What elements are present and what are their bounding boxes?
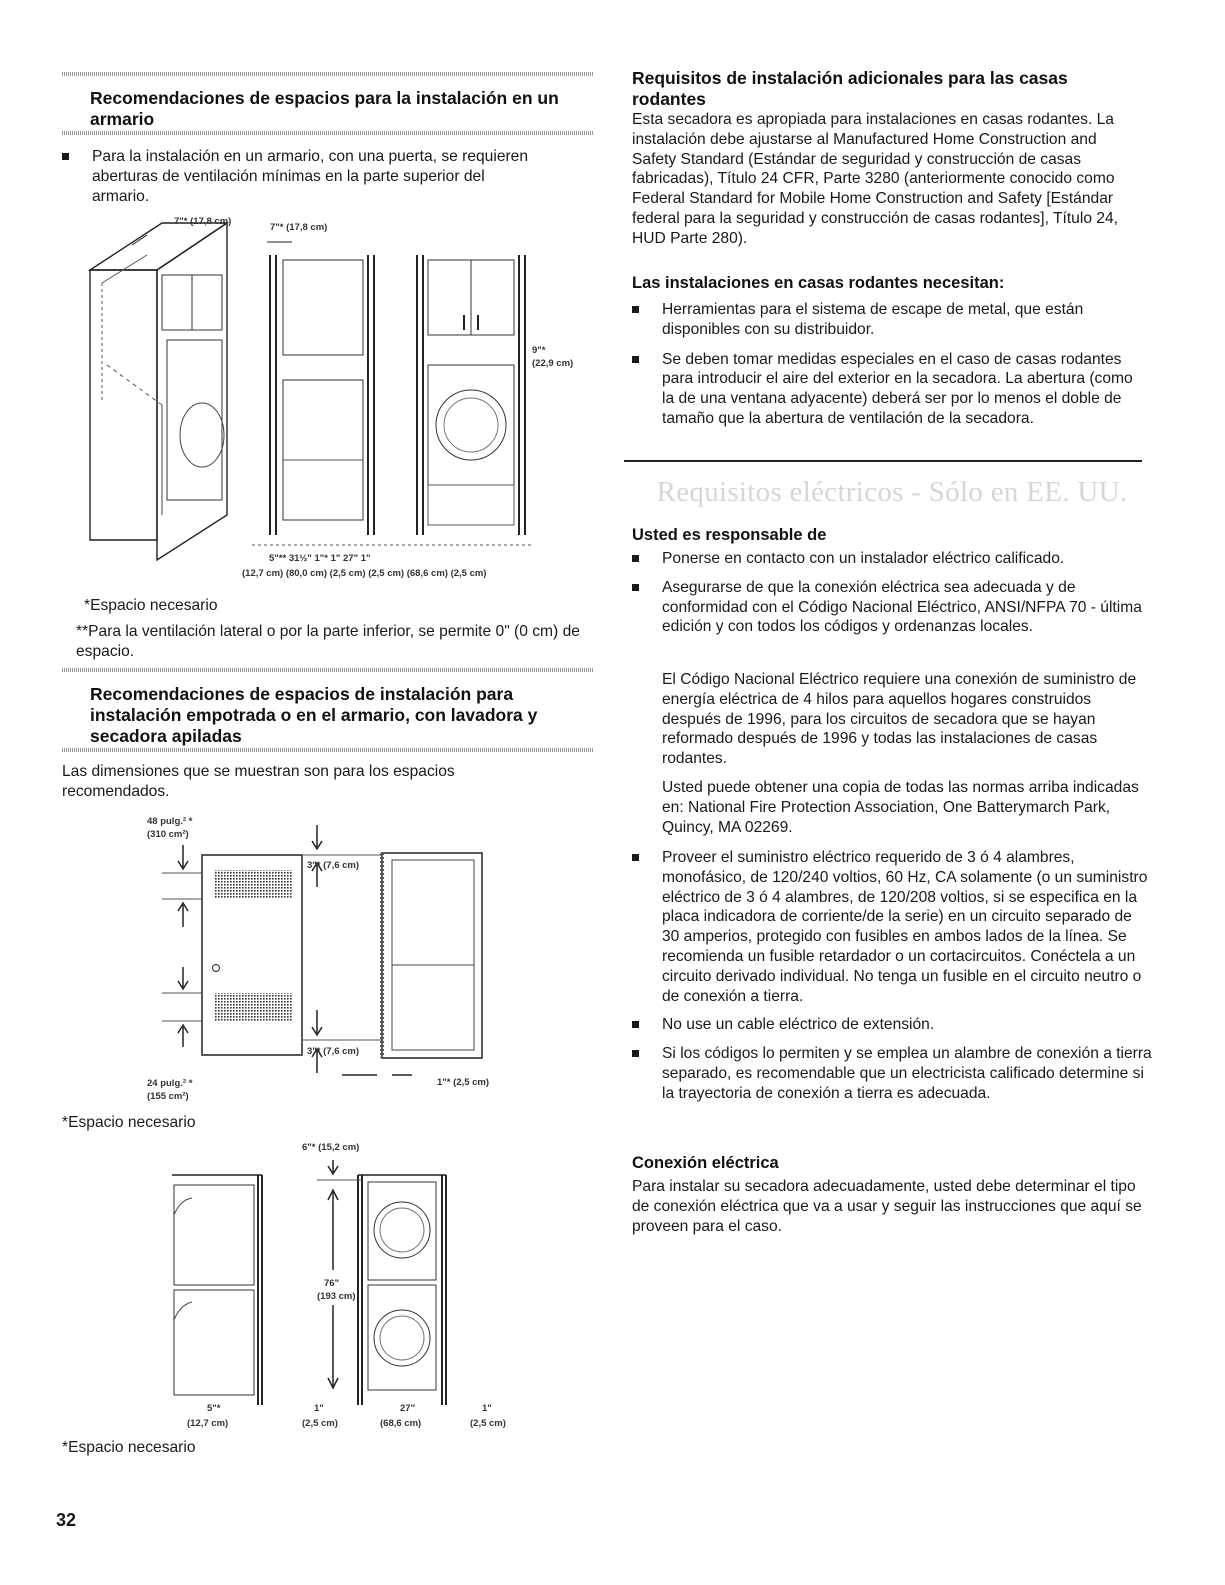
dimension-label: (12,7 cm) (80,0 cm) (2,5 cm) (2,5 cm) (68,6 cm) (2,5 cm)	[242, 568, 487, 579]
dimension-label: (68,6 cm)	[380, 1418, 422, 1429]
standards-paragraph: Usted puede obtener una copia de todas las normas arriba indicadas en: National Fire Protection Association, One Batterymarch Park, Quincy, MA 02269.	[662, 779, 1139, 836]
bullet-item: Proveer el suministro eléctrico requerido de 3 ó 4 alambres, monofásico, de 120/240 voltios, 60 Hz, CA solamente (o un suministro eléctrico de 3 ó 4 alambres, de 120/208 voltios, si se especifica en la placa indicadora de corriente/de la serie) en un circuito separado de 30 amperios, protegido con fusibles en ambos lados de la línea. Se recomienda un fusible retardador o un cortacircuitos. Conéctela a un circuito derivado individual. No tenga un fusible en el circuito neutro o de conexión a tierra.	[632, 848, 1152, 1006]
dimension-label: 1"	[314, 1403, 324, 1414]
bullet-item: No use un cable eléctrico de extensión.	[632, 1015, 1152, 1035]
dimension-label: (22,9 cm)	[532, 358, 574, 369]
bullet-item: Si los códigos lo permiten y se emplea un alambre de conexión a tierra separado, es recomendable que un electricista calificado determine si la trayectoria de conexión a tierra es adecuada.	[632, 1044, 1152, 1103]
section-rule	[624, 460, 1142, 462]
closet-bullets	[62, 147, 542, 206]
dimension-label: 76"	[324, 1278, 340, 1289]
electrical-title: Requisitos eléctricos - Sólo en EE. UU.	[656, 476, 1128, 508]
dimension-label: (155 cm²)	[147, 1091, 189, 1102]
supply-bullets	[632, 848, 1152, 1104]
dimension-label: 5"*	[207, 1403, 221, 1414]
dimension-label: 3"* (7,6 cm)	[307, 860, 360, 871]
responsibility-heading: Usted es responsable de	[632, 526, 827, 544]
dimension-label: 6"* (15,2 cm)	[302, 1142, 360, 1153]
connection-heading: Conexión eléctrica	[632, 1154, 779, 1172]
stacked-diagram	[62, 1160, 594, 1420]
electrical-code-paragraph: El Código Nacional Eléctrico requiere una conexión de suministro de energía eléctrica de 4 hilos para aquellos hogares construidos después de 1996, para los circuitos de secadora que se hayan reformado después de 1996 y todas las instalaciones de casas rodantes.	[662, 671, 1137, 768]
dimension-label: (12,7 cm)	[187, 1418, 229, 1429]
bullet-item: Para la instalación en un armario, con una puerta, se requieren aberturas de ventilación mínimas en la parte superior del armario.	[62, 147, 542, 206]
cabinet-top	[90, 223, 227, 270]
dimension-label: 1"	[482, 1403, 492, 1414]
bullet-item: Herramientas para el sistema de escape de metal, que están disponibles con su distribuidor.	[632, 300, 1147, 340]
section-divider	[62, 72, 594, 76]
dimension-label: (2,5 cm)	[470, 1418, 506, 1429]
dimension-label: 5"** 31½" 1"* 1" 27" 1"	[269, 553, 371, 564]
dimension-label: 1"* (2,5 cm)	[437, 1077, 490, 1088]
footnote: **Para la ventilación lateral o por la parte inferior, se permite 0" (0 cm) de espacio.	[76, 623, 580, 660]
dimension-label: 7"* (17,8 cm)	[174, 216, 232, 227]
dimensions-intro: Las dimensiones que se muestran son para los espacios recomendados.	[62, 763, 455, 800]
closet-diagram	[62, 215, 594, 575]
dimension-label: 27"	[400, 1403, 416, 1414]
dimension-label: (310 cm²)	[147, 829, 189, 840]
mobile-home-subheading: Las instalaciones en casas rodantes necesitan:	[632, 274, 1005, 292]
dimension-label: (2,5 cm)	[302, 1418, 338, 1429]
footnote: *Espacio necesario	[84, 597, 218, 614]
connection-body: Para instalar su secadora adecuadamente, usted debe determinar el tipo de conexión eléctrica que va a usar y seguir las instrucciones que aquí se proveen para el caso.	[632, 1178, 1142, 1235]
dimension-label: 7"* (17,8 cm)	[270, 222, 328, 233]
dimension-label: 3"* (7,6 cm)	[307, 1046, 360, 1057]
dimension-label: 9"*	[532, 345, 546, 356]
section-divider	[62, 668, 594, 672]
page-number: 32	[56, 1510, 77, 1530]
section-divider	[62, 748, 594, 752]
bullet-item: Asegurarse de que la conexión eléctrica sea adecuada y de conformidad con el Código Nacional Eléctrico, ANSI/NFPA 70 - última edición y con todos los códigos y ordenanzas locales.	[632, 578, 1147, 637]
mobile-home-body: Esta secadora es apropiada para instalaciones en casas rodantes. La instalación debe ajustarse al Manufactured Home Construction and Safety Standard (Estándar de seguridad y construcción de casas fabricadas), Título 24 CFR, Parte 3280 (anteriormente conocido como Federal Standard for Mobile Home Construction and Safety [Estándar federal para la seguridad y construcción de casas rodantes], Título 24, HUD Parte 280).	[632, 111, 1119, 247]
dimension-label: 48 pulg.² *	[147, 816, 193, 827]
bullet-item: Ponerse en contacto con un instalador eléctrico calificado.	[632, 549, 1147, 569]
bullet-item: Se deben tomar medidas especiales en el caso de casas rodantes para introducir el aire del exterior en la secadora. La abertura (como la de una ventana adyacente) deberá ser por lo menos el doble de tamaño que la abertura de ventilación de la secadora.	[632, 350, 1147, 429]
stacked-clearance-heading: Recomendaciones de espacios de instalación para instalación empotrada o en el armario, con lavadora y secadora apiladas	[90, 684, 538, 746]
dimension-label: (193 cm)	[317, 1291, 356, 1302]
footnote: *Espacio necesario	[62, 1114, 196, 1131]
mobile-home-bullets	[632, 300, 1147, 429]
dimension-label: 24 pulg.² *	[147, 1078, 193, 1089]
footnote: *Espacio necesario	[62, 1439, 196, 1456]
mobile-home-heading: Requisitos de instalación adicionales para las casas rodantes	[632, 68, 1068, 109]
responsibility-bullets	[632, 549, 1147, 637]
closet-clearance-heading: Recomendaciones de espacios para la instalación en un armario	[90, 88, 559, 129]
section-divider	[62, 131, 594, 135]
